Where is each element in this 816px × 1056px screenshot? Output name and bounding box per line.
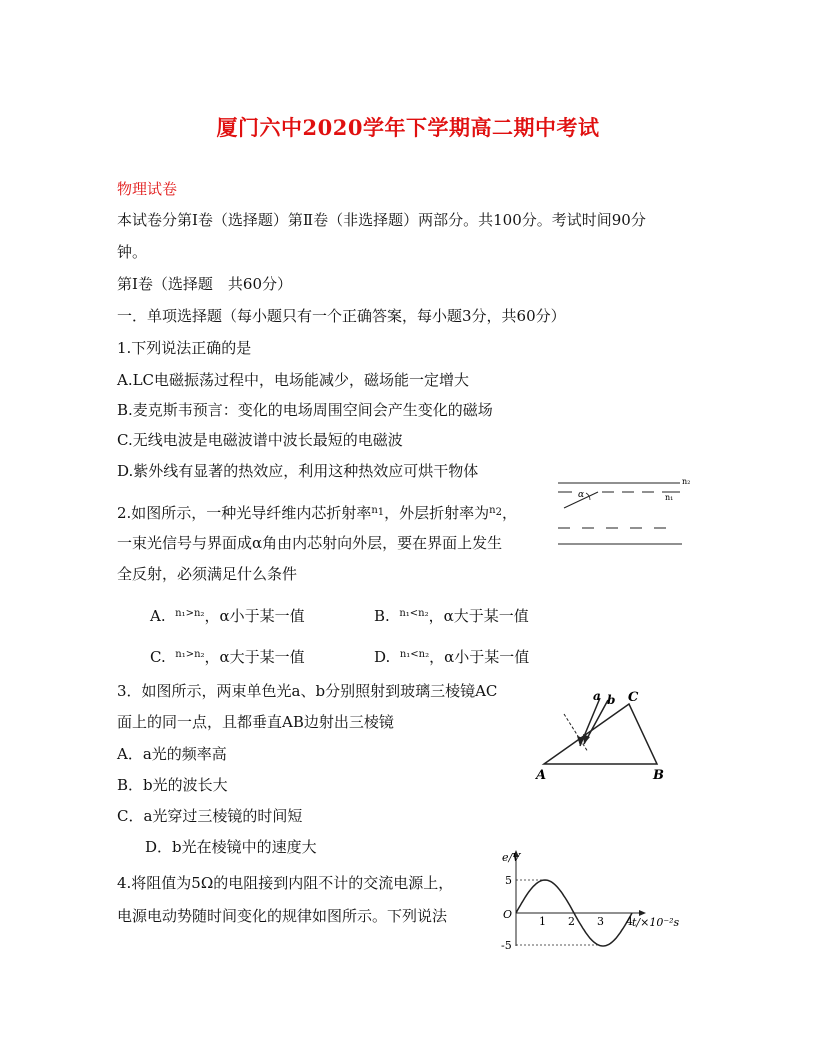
x-axis-label: t/×10⁻²s	[632, 916, 680, 929]
x-tick-4: 4	[626, 915, 633, 928]
q2-option-b: B. $^{n_1<n_2}$，α大于某一值	[374, 607, 529, 625]
label-alpha: α	[578, 490, 585, 500]
x-tick-2: 2	[568, 915, 575, 928]
q3-option-d: D．b光在棱镜中的速度大	[145, 838, 317, 856]
origin-label: O	[503, 908, 513, 921]
q3-option-c: C．a光穿过三棱镜的时间短	[117, 807, 303, 825]
part1-heading: 第Ⅰ卷（选择题 共60分）	[117, 275, 293, 293]
subject-title: 物理试卷	[117, 180, 178, 198]
intro-line-2: 钟。	[117, 243, 148, 261]
q1-option-d: D.紫外线有显著的热效应，利用这种热效应可烘干物体	[117, 462, 479, 480]
q2-stem-line-3: 全反射，必须满足什么条件	[117, 565, 298, 583]
label-C: C	[628, 690, 639, 705]
label-n2: n₂	[682, 477, 691, 486]
q2-stem-line-1	[117, 501, 517, 523]
q1-stem: 1.下列说法正确的是	[117, 339, 252, 357]
q2-line2-a: 一束光信号与界面成	[117, 534, 253, 552]
label-B: B	[653, 768, 664, 783]
q3-option-a: A．a光的频率高	[117, 745, 227, 763]
q4-stem-line-1: 4.将阻值为5Ω的电阻接到内阻不计的交流电源上，	[117, 874, 454, 892]
page-title: 厦门六中2020学年下学期高二期中考试	[216, 115, 600, 140]
y-tick-neg5: -5	[501, 939, 512, 952]
q2-option-d: D. $^{n_1<n_2}$，α小于某一值	[374, 648, 530, 666]
q2-stem-a: 2.如图所示，一种光导纤维内芯折射率	[117, 504, 372, 522]
q2-line2-b: 角由内芯射向外层，要在界面上发生	[262, 534, 503, 552]
q2-stem-line-2	[117, 533, 502, 553]
y-axis-label: e/V	[502, 851, 521, 864]
q1-option-c: C.无线电波是电磁波谱中波长最短的电磁波	[117, 431, 403, 449]
q2-option-c: C. $^{n_1>n_2}$，α大于某一值	[150, 648, 305, 666]
label-n1: n₁	[665, 493, 674, 502]
q1-option-a: A.LC电磁振荡过程中，电场能减少，磁场能一定增大	[117, 371, 470, 389]
q3-stem-line-2: 面上的同一点，且都垂直AB边射出三棱镜	[117, 713, 394, 731]
emf-graph	[496, 846, 696, 952]
section1-heading: 一．单项选择题（每小题只有一个正确答案，每小题3分，共60分）	[117, 307, 566, 325]
y-tick-5: 5	[505, 874, 512, 887]
q2-stem-b: ，外层折射率为	[384, 504, 490, 522]
intro-line-1: 本试卷分第Ⅰ卷（选择题）第Ⅱ卷（非选择题）两部分。共100分。考试时间90分	[117, 211, 646, 229]
label-b: b	[607, 693, 616, 707]
label-a: a	[593, 689, 601, 703]
normal-line	[564, 714, 588, 752]
q2-option-a: A. $^{n_1>n_2}$，α小于某一值	[150, 607, 305, 625]
q4-stem-line-2: 电源电动势随时间变化的规律如图所示。下列说法	[117, 907, 448, 925]
q3-stem-line-1: 3．如图所示，两束单色光a、b分别照射到玻璃三棱镜AC	[117, 682, 498, 700]
q3-option-b: B．b光的波长大	[117, 776, 228, 794]
q2-stem-c: ，	[502, 504, 518, 522]
x-tick-3: 3	[597, 915, 604, 928]
q2-n2: n2	[489, 505, 502, 518]
label-A: A	[536, 768, 547, 783]
x-tick-1: 1	[539, 915, 546, 928]
q2-n1: n1	[371, 505, 385, 518]
prism-figure	[532, 686, 672, 786]
q2-alpha: α	[252, 534, 263, 552]
optical-fiber-figure	[552, 472, 702, 552]
q1-option-b: B.麦克斯韦预言：变化的电场周围空间会产生变化的磁场	[117, 401, 493, 419]
